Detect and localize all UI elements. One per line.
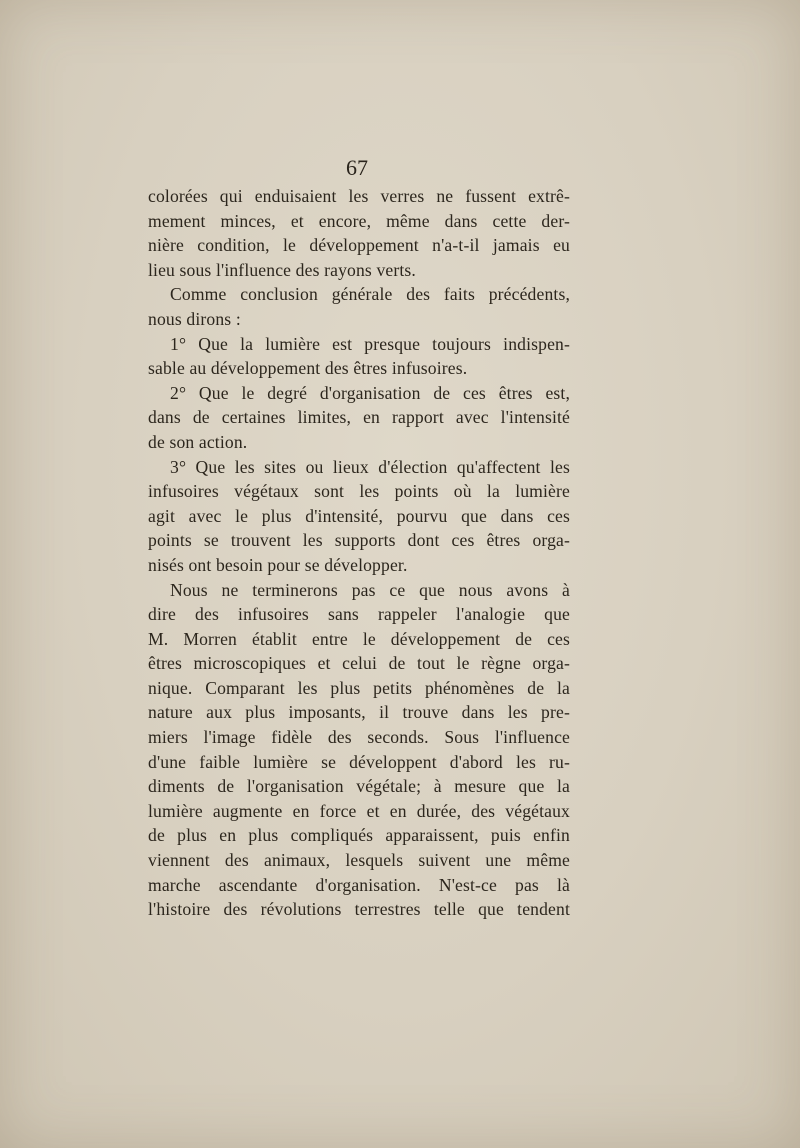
text-line: lumière augmente en force et en durée, des végétaux — [148, 800, 570, 821]
text-line: lieu sous l'influence des rayons verts. — [148, 259, 416, 280]
body-text — [148, 184, 570, 922]
text-line: nique. Comparant les plus petits phénomènes de la — [148, 677, 570, 698]
text-line: Nous ne terminerons pas ce que nous avons à — [170, 579, 570, 600]
text-line: infusoires végétaux sont les points où la lumière — [148, 481, 570, 502]
text-line: points se trouvent les supports dont ces êtres orga- — [148, 530, 570, 551]
text-line: viennent des animaux, lesquels suivent une même — [148, 850, 570, 871]
text-line: dans de certaines limites, en rapport avec l'intensité — [148, 407, 570, 428]
text-line: mement minces, et encore, même dans cette der- — [148, 210, 570, 231]
text-line: dire des infusoires sans rappeler l'analogie que — [148, 604, 570, 625]
text-line: agit avec le plus d'intensité, pourvu que dans ces — [148, 505, 570, 526]
text-line: nous dirons : — [148, 308, 241, 329]
text-line: 1° Que la lumière est presque toujours indispen- — [170, 333, 570, 354]
text-line: de plus en plus compliqués apparaissent, puis enfin — [148, 825, 570, 846]
text-line: d'une faible lumière se développent d'abord les ru- — [148, 751, 570, 772]
page-number: 67 — [346, 155, 368, 180]
text-line: de son action. — [148, 431, 248, 452]
text-line: sable au développement des êtres infusoires. — [148, 358, 468, 379]
text-line: nière condition, le développement n'a-t-il jamais eu — [148, 235, 570, 256]
text-line: nature aux plus imposants, il trouve dans les pre- — [148, 702, 570, 723]
text-line: miers l'image fidèle des seconds. Sous l'influence — [148, 727, 570, 748]
text-line: diments de l'organisation végétale; à mesure que la — [148, 776, 570, 797]
text-line: 3° Que les sites ou lieux d'élection qu'affectent les — [170, 456, 570, 477]
text-line: colorées qui enduisaient les verres ne fussent extrê- — [148, 186, 570, 206]
text-line: Comme conclusion générale des faits précédents, — [170, 284, 570, 305]
text-line: M. Morren établit entre le développement de ces — [148, 628, 570, 649]
text-line: l'histoire des révolutions terrestres telle que tendent — [148, 899, 570, 920]
text-line: marche ascendante d'organisation. N'est-ce pas là — [148, 874, 570, 895]
text-line: êtres microscopiques et celui de tout le règne orga- — [148, 653, 570, 674]
text-line: 2° Que le degré d'organisation de ces êtres est, — [170, 382, 570, 403]
text-line: nisés ont besoin pour se développer. — [148, 554, 408, 575]
